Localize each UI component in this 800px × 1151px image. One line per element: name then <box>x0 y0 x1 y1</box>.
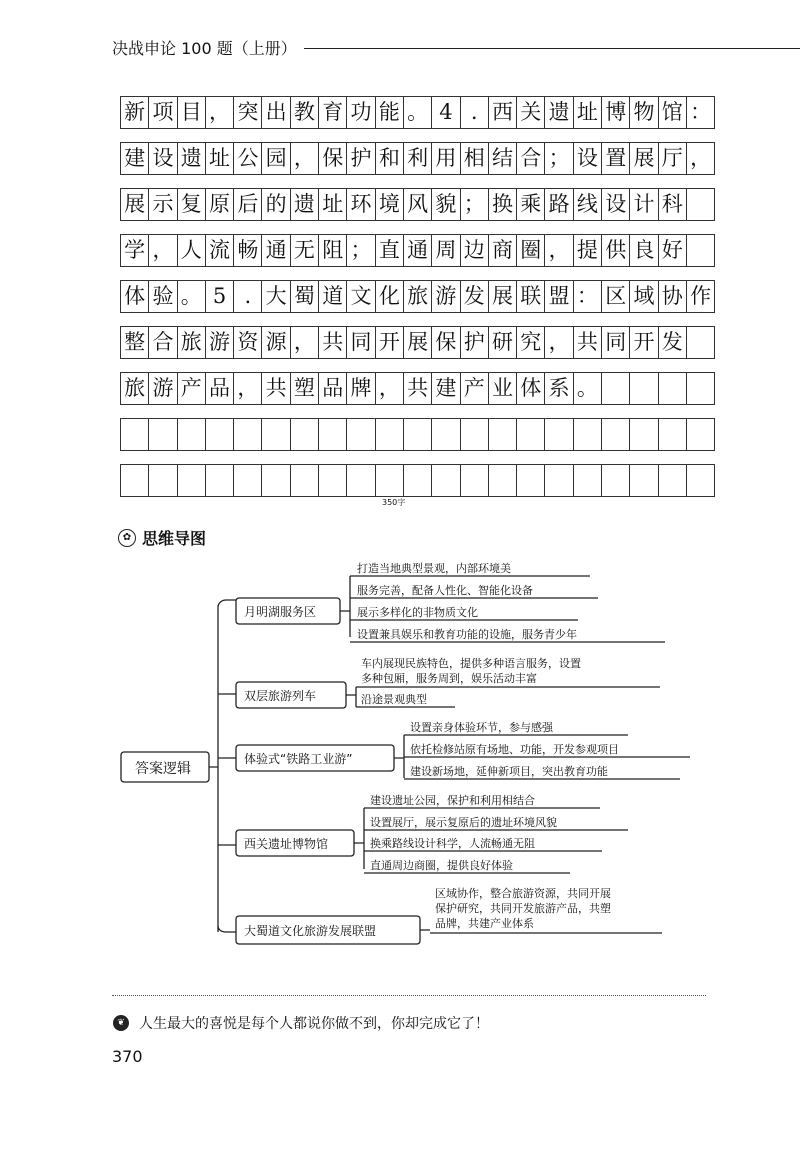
flower-icon: ✿ <box>118 529 136 547</box>
grid-cell: 提 <box>573 234 602 267</box>
grid-cell: 大 <box>261 280 290 313</box>
branch-item: 建设新场地，延伸新项目，突出教育功能 <box>410 765 608 778</box>
grid-cell: 设 <box>601 188 630 221</box>
grid-cell: 圈 <box>516 234 545 267</box>
grid-cell: 区 <box>601 280 630 313</box>
grid-cell: 游 <box>431 280 460 313</box>
grid-cell: 通 <box>261 234 290 267</box>
grid-cell: 域 <box>629 280 658 313</box>
grid-cell: 突 <box>233 96 262 129</box>
branch-item: 设置展厅，展示复原后的遗址环境风貌 <box>370 816 557 829</box>
grid-cell: 人 <box>177 234 206 267</box>
grid-cell: 游 <box>205 326 234 359</box>
grid-cell: 研 <box>488 326 517 359</box>
grid-cell: 共 <box>573 326 602 359</box>
grid-cell: 5 <box>205 280 234 313</box>
grid-cell: 风 <box>403 188 432 221</box>
grid-cell: 目 <box>177 96 206 129</box>
grid-cell: 科 <box>658 188 687 221</box>
grid-cell: ， <box>233 372 262 405</box>
grid-cell: 功 <box>346 96 375 129</box>
branch-label: 双层旅游列车 <box>244 689 317 703</box>
branch-item: 建设遗址公园，保护和利用相结合 <box>370 794 535 807</box>
grid-cell: 路 <box>544 188 573 221</box>
grid-cell: 。 <box>573 372 602 405</box>
grid-cell: 化 <box>375 280 404 313</box>
grid-cell: 开 <box>629 326 658 359</box>
grid-cell: 供 <box>601 234 630 267</box>
grid-cell: 道 <box>318 280 347 313</box>
grid-cell: 项 <box>148 96 177 129</box>
grid-cell: 共 <box>261 372 290 405</box>
grid-cell: 流 <box>205 234 234 267</box>
grid-cell: 育 <box>318 96 347 129</box>
grid-cell: ， <box>148 234 177 267</box>
grid-cell: 旅 <box>120 372 149 405</box>
grid-cell: ： <box>573 280 602 313</box>
branch-item: 展示多样化的非物质文化 <box>357 606 478 619</box>
grid-cell: 的 <box>261 188 290 221</box>
grid-cell: 牌 <box>346 372 375 405</box>
grid-cell: 塑 <box>290 372 319 405</box>
grid-cell: 展 <box>488 280 517 313</box>
branch-item: 多种包厢，服务周到，娱乐活动丰富 <box>361 672 537 685</box>
grid-cell: 建 <box>431 372 460 405</box>
grid-cell: 业 <box>488 372 517 405</box>
grid-cell: 直 <box>375 234 404 267</box>
book-title: 决战申论 100 题（上册） <box>112 39 297 58</box>
grid-cell: 产 <box>177 372 206 405</box>
grid-cell: ； <box>346 234 375 267</box>
grid-cell: 用 <box>431 142 460 175</box>
grid-cell: ； <box>460 188 489 221</box>
grid-cell: 公 <box>233 142 262 175</box>
grid-cell: ； <box>544 142 573 175</box>
grid-cell: 址 <box>205 142 234 175</box>
branch-item: 服务完善，配备人性化、智能化设备 <box>357 584 533 597</box>
grid-cell: ， <box>290 326 319 359</box>
branch-label: 体验式“铁路工业游” <box>244 752 353 766</box>
grid-cell: 计 <box>629 188 658 221</box>
grid-cell: 遗 <box>290 188 319 221</box>
branch-item: 区域协作，整合旅游资源，共同开展 <box>435 887 611 900</box>
grid-cell: 品 <box>205 372 234 405</box>
grid-cell: 展 <box>403 326 432 359</box>
grid-cell: 保 <box>431 326 460 359</box>
grid-cell: 合 <box>148 326 177 359</box>
grid-cell: ， <box>686 142 715 175</box>
grid-cell: 无 <box>290 234 319 267</box>
mindmap-root: 答案逻辑 <box>135 761 191 777</box>
branch-label: 大蜀道文化旅游发展联盟 <box>244 924 377 938</box>
grid-cell: 蜀 <box>290 280 319 313</box>
grid-cell: 境 <box>375 188 404 221</box>
branch-item: 设置兼具娱乐和教育功能的设施，服务青少年 <box>357 628 577 641</box>
grid-cell: 盟 <box>544 280 573 313</box>
grid-cell: 边 <box>460 234 489 267</box>
grid-cell: 共 <box>318 326 347 359</box>
grid-cell: 出 <box>261 96 290 129</box>
grid-cell: 合 <box>516 142 545 175</box>
grid-cell: 复 <box>177 188 206 221</box>
grid-cell: ， <box>205 96 234 129</box>
grid-cell: 阻 <box>318 234 347 267</box>
grid-cell: 畅 <box>233 234 262 267</box>
grid-cell: 整 <box>120 326 149 359</box>
branch-item: 打造当地典型景观，内部环境美 <box>357 562 511 575</box>
grid-cell: 建 <box>120 142 149 175</box>
grid-cell: ， <box>544 326 573 359</box>
grid-cell: 体 <box>516 372 545 405</box>
grid-cell: 文 <box>346 280 375 313</box>
grid-cell: ， <box>290 142 319 175</box>
branch-item: 依托检修站原有场地、功能，开发参观项目 <box>410 743 619 756</box>
branch-item: 沿途景观典型 <box>361 693 427 706</box>
grid-cell: 4 <box>431 96 460 129</box>
grid-cell: 游 <box>148 372 177 405</box>
grid-cell: 遗 <box>544 96 573 129</box>
grid-cell: 源 <box>261 326 290 359</box>
grid-cell: 作 <box>686 280 715 313</box>
grid-cell: 和 <box>375 142 404 175</box>
grid-cell: 博 <box>601 96 630 129</box>
grid-cell: . <box>233 280 262 313</box>
grid-cell: . <box>460 96 489 129</box>
grid-cell: 联 <box>516 280 545 313</box>
grid-cell: 好 <box>658 234 687 267</box>
grid-cell: 究 <box>516 326 545 359</box>
grid-cell: 验 <box>148 280 177 313</box>
grid-cell: 教 <box>290 96 319 129</box>
grid-cell: 。 <box>403 96 432 129</box>
grid-cell: 发 <box>460 280 489 313</box>
grid-cell: 环 <box>346 188 375 221</box>
grid-cell: 护 <box>346 142 375 175</box>
branch-item: 保护研究，共同开发旅游产品，共塑 <box>435 902 611 915</box>
branch-item: 换乘路线设计科学，人流畅通无阻 <box>370 837 535 850</box>
grid-cell: 通 <box>403 234 432 267</box>
grid-cell: 保 <box>318 142 347 175</box>
grid-cell: 设 <box>148 142 177 175</box>
divider-dots <box>112 995 706 996</box>
leaf-icon: ❦ <box>113 1015 129 1031</box>
grid-cell: 馆 <box>658 96 687 129</box>
grid-cell: ： <box>686 96 715 129</box>
grid-cell: 利 <box>403 142 432 175</box>
word-count: 350字 <box>382 498 406 507</box>
grid-cell: 良 <box>629 234 658 267</box>
grid-cell: 同 <box>346 326 375 359</box>
grid-cell: 西 <box>488 96 517 129</box>
grid-cell: 址 <box>573 96 602 129</box>
grid-cell: 旅 <box>403 280 432 313</box>
footer-quote <box>113 1013 489 1033</box>
grid-cell: 护 <box>460 326 489 359</box>
branch-item: 车内展现民族特色，提供多种语言服务，设置 <box>361 657 581 670</box>
grid-cell: 展 <box>629 142 658 175</box>
grid-cell: 商 <box>488 234 517 267</box>
grid-cell: 园 <box>261 142 290 175</box>
grid-cell: 原 <box>205 188 234 221</box>
grid-cell: 产 <box>460 372 489 405</box>
grid-cell: 旅 <box>177 326 206 359</box>
grid-cell: 相 <box>460 142 489 175</box>
branch-item: 品牌，共建产业体系 <box>435 917 534 930</box>
grid-cell: 能 <box>375 96 404 129</box>
grid-cell: 协 <box>658 280 687 313</box>
mindmap-title: 思维导图 <box>142 529 207 548</box>
grid-cell: 换 <box>488 188 517 221</box>
grid-cell: 结 <box>488 142 517 175</box>
grid-cell: 设 <box>573 142 602 175</box>
branch-item: 设置亲身体验环节，参与感强 <box>410 721 553 734</box>
grid-cell: 址 <box>318 188 347 221</box>
grid-cell: 貌 <box>431 188 460 221</box>
grid-cell: ， <box>375 372 404 405</box>
grid-cell: 示 <box>148 188 177 221</box>
branch-label: 月明湖服务区 <box>244 605 317 619</box>
grid-cell: 发 <box>658 326 687 359</box>
page-number: 370 <box>112 1047 143 1066</box>
grid-cell: 展 <box>120 188 149 221</box>
grid-cell: 。 <box>177 280 206 313</box>
grid-cell: 乘 <box>516 188 545 221</box>
grid-cell: 系 <box>544 372 573 405</box>
grid-cell: ， <box>544 234 573 267</box>
grid-cell: 同 <box>601 326 630 359</box>
grid-cell: 资 <box>233 326 262 359</box>
grid-cell: 学 <box>120 234 149 267</box>
quote-text: 人生最大的喜悦是每个人都说你做不到，你却完成它了！ <box>139 1016 489 1032</box>
grid-cell: 置 <box>601 142 630 175</box>
grid-cell: 周 <box>431 234 460 267</box>
grid-cell: 开 <box>375 326 404 359</box>
grid-cell: 遗 <box>177 142 206 175</box>
grid-cell: 关 <box>516 96 545 129</box>
grid-cell: 共 <box>403 372 432 405</box>
grid-cell: 线 <box>573 188 602 221</box>
branch-label: 西关遗址博物馆 <box>244 837 329 851</box>
grid-cell: 品 <box>318 372 347 405</box>
grid-cell: 新 <box>120 96 149 129</box>
grid-cell: 后 <box>233 188 262 221</box>
branch-item: 直通周边商圈，提供良好体验 <box>370 859 513 872</box>
grid-cell: 体 <box>120 280 149 313</box>
grid-cell: 物 <box>629 96 658 129</box>
grid-cell: 厅 <box>658 142 687 175</box>
